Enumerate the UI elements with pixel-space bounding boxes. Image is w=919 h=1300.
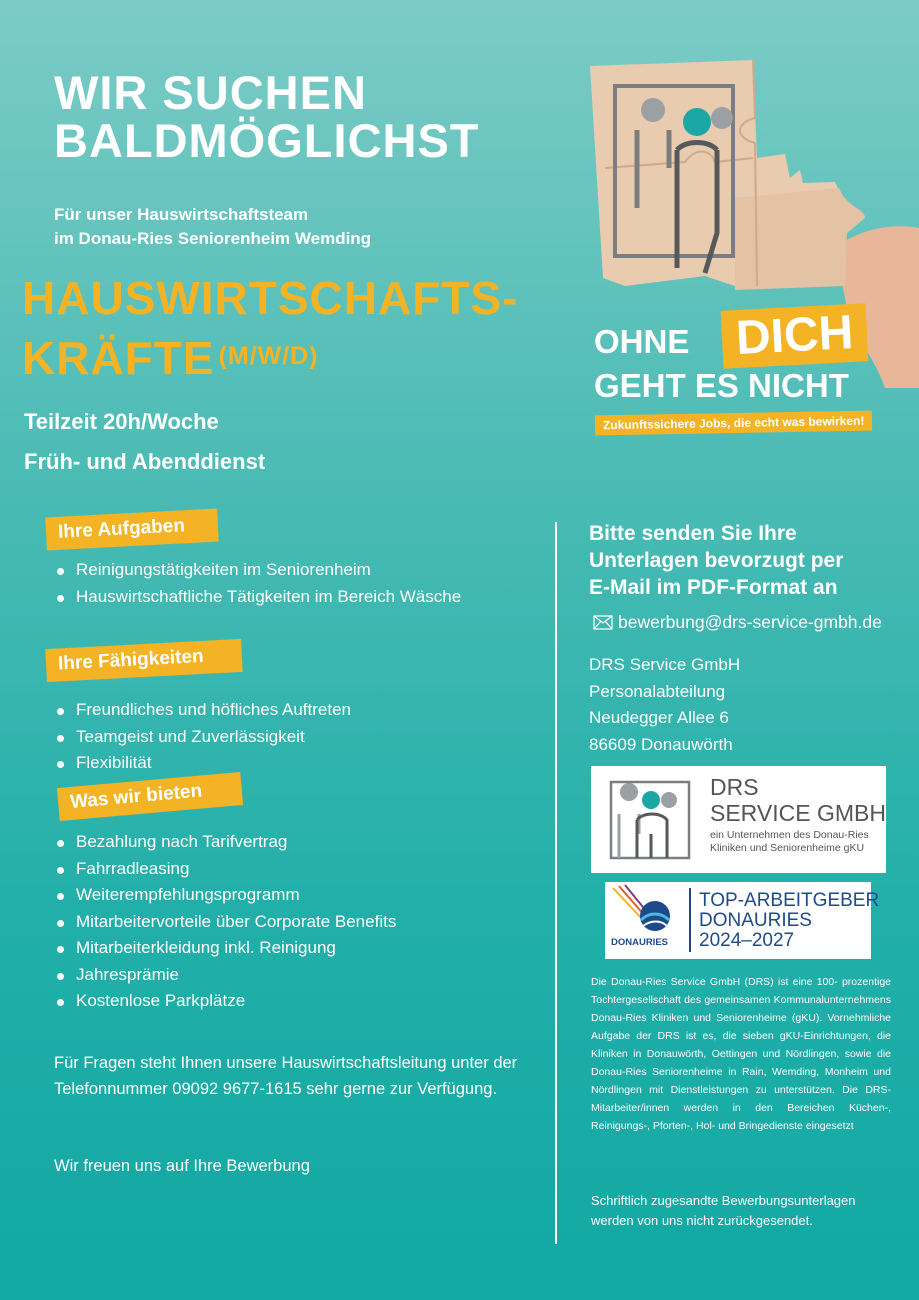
address-company: DRS Service GmbH: [589, 655, 741, 674]
envelope-icon: [593, 615, 613, 630]
list-item: Flexibilität: [54, 750, 351, 777]
list-item: Freundliches und höfliches Auftreten: [54, 697, 351, 724]
list-item: Weiterempfehlungsprogramm: [54, 882, 396, 909]
award-line-1: TOP-ARBEITGEBER: [699, 890, 880, 911]
job-title-line-1: HAUSWIRTSCHAFTS-: [22, 272, 519, 324]
apply-line-2: Unterlagen bevorzugt per: [589, 549, 844, 572]
faehigkeiten-list: [54, 697, 351, 777]
bieten-list: [54, 829, 396, 1015]
list-item: Mitarbeitervorteile über Corporate Benefits: [54, 909, 396, 936]
address-street: Neudegger Allee 6: [589, 708, 729, 727]
campaign-ohne: OHNE: [594, 323, 690, 360]
hours-line-1: Teilzeit 20h/Woche: [24, 409, 219, 434]
company-description: Die Donau-Ries Service GmbH (DRS) ist eine 100- prozentige Tochtergesellschaft des gemeinsamen Kommunalunternehmens Donau-Ries Kliniken und Seniorenheime (gKU). Vornehmliche Aufgabe der DRS ist es, die sieben gKU-Einrichtungen, die Kliniken in Donauwörth, Oettingen und Nördlingen, sowie die Donau-Ries Seniorenheime in Rain, Wemding, Monheim und Nördlingen mit Dienstleistungen zu unterstützen. Die DRS-Mitarbeiter/innen werden in den Bereichen Küchen-, Reinigungs-, Pforten-, Hol- und Bringedienste eingesetzt: [591, 976, 891, 1132]
apply-line-3: E-Mail im PDF-Format an: [589, 576, 838, 599]
list-item: Jahresprämie: [54, 962, 396, 989]
list-item: Reinigungstätigkeiten im Seniorenheim: [54, 557, 461, 584]
drs-logo-name-2: SERVICE GMBH: [710, 800, 886, 826]
column-divider: [555, 522, 557, 1244]
list-item: Mitarbeiterkleidung inkl. Reinigung: [54, 935, 396, 962]
drs-logo: [591, 766, 886, 873]
award-badge: [605, 882, 880, 959]
section-tag-bieten: Was wir bieten: [57, 772, 243, 821]
apply-line-1: Bitte senden Sie Ihre: [589, 522, 797, 545]
award-separator: [689, 888, 691, 952]
list-item: Fahrradleasing: [54, 856, 396, 883]
return-notice: Schriftlich zugesandte Bewerbungsunterlagen werden von uns nicht zurückgesendet.: [591, 1193, 856, 1228]
award-brand: DONAURIES: [611, 937, 669, 948]
gender-note: (M/W/D): [218, 342, 319, 370]
job-title-line-2: [22, 330, 319, 384]
intro-line-1: Für unser Hauswirtschaftsteam: [54, 205, 309, 224]
list-item: Hauswirtschaftliche Tätigkeiten im Bereich Wäsche: [54, 584, 461, 611]
headline-line-2: BALDMÖGLICHST: [54, 114, 480, 167]
people-logo-icon: [599, 774, 699, 866]
apply-instructions: [589, 520, 909, 601]
drs-logo-name-1: DRS: [710, 774, 759, 800]
campaign-dich: DICH: [721, 303, 869, 369]
headline-line-1: WIR SUCHEN: [54, 66, 367, 119]
section-tag-faehigkeiten: Ihre Fähigkeiten: [45, 639, 242, 682]
email-link[interactable]: bewerbung@drs-service-gmbh.de: [618, 612, 882, 632]
intro-line-2: im Donau-Ries Seniorenheim Wemding: [54, 229, 372, 248]
email-line[interactable]: [593, 612, 882, 633]
list-item: Bezahlung nach Tarifvertrag: [54, 829, 396, 856]
drs-logo-sub-1: ein Unternehmen des Donau-Ries: [710, 829, 869, 841]
list-item: Kostenlose Parkplätze: [54, 988, 396, 1015]
drs-logo-sub-2: Kliniken und Seniorenheime gKU: [710, 842, 865, 854]
section-tag-aufgaben: Ihre Aufgaben: [45, 509, 218, 551]
campaign-slogan: Zukunftssichere Jobs, die echt was bewirken!: [595, 411, 873, 436]
list-item: Teamgeist und Zuverlässigkeit: [54, 724, 351, 751]
hours-line-2: Früh- und Abenddienst: [24, 449, 266, 474]
address-city: 86609 Donauwörth: [589, 734, 733, 754]
job-title-word: KRÄFTE: [22, 332, 215, 384]
closing-text: Wir freuen uns auf Ihre Bewerbung: [54, 1157, 310, 1175]
questions-text: Für Fragen steht Ihnen unsere Hauswirtschaftsleitung unter der Telefonnummer 09092 9677-1615 sehr gerne zur Verfügung.: [54, 1054, 518, 1098]
address-department: Personalabteilung: [589, 681, 726, 701]
postal-address: [589, 652, 740, 758]
award-line-3: 2024–2027: [699, 930, 795, 951]
campaign-geht: GEHT ES NICHT: [594, 367, 849, 404]
award-line-2: DONAURIES: [699, 910, 812, 931]
aufgaben-list: [54, 557, 461, 610]
